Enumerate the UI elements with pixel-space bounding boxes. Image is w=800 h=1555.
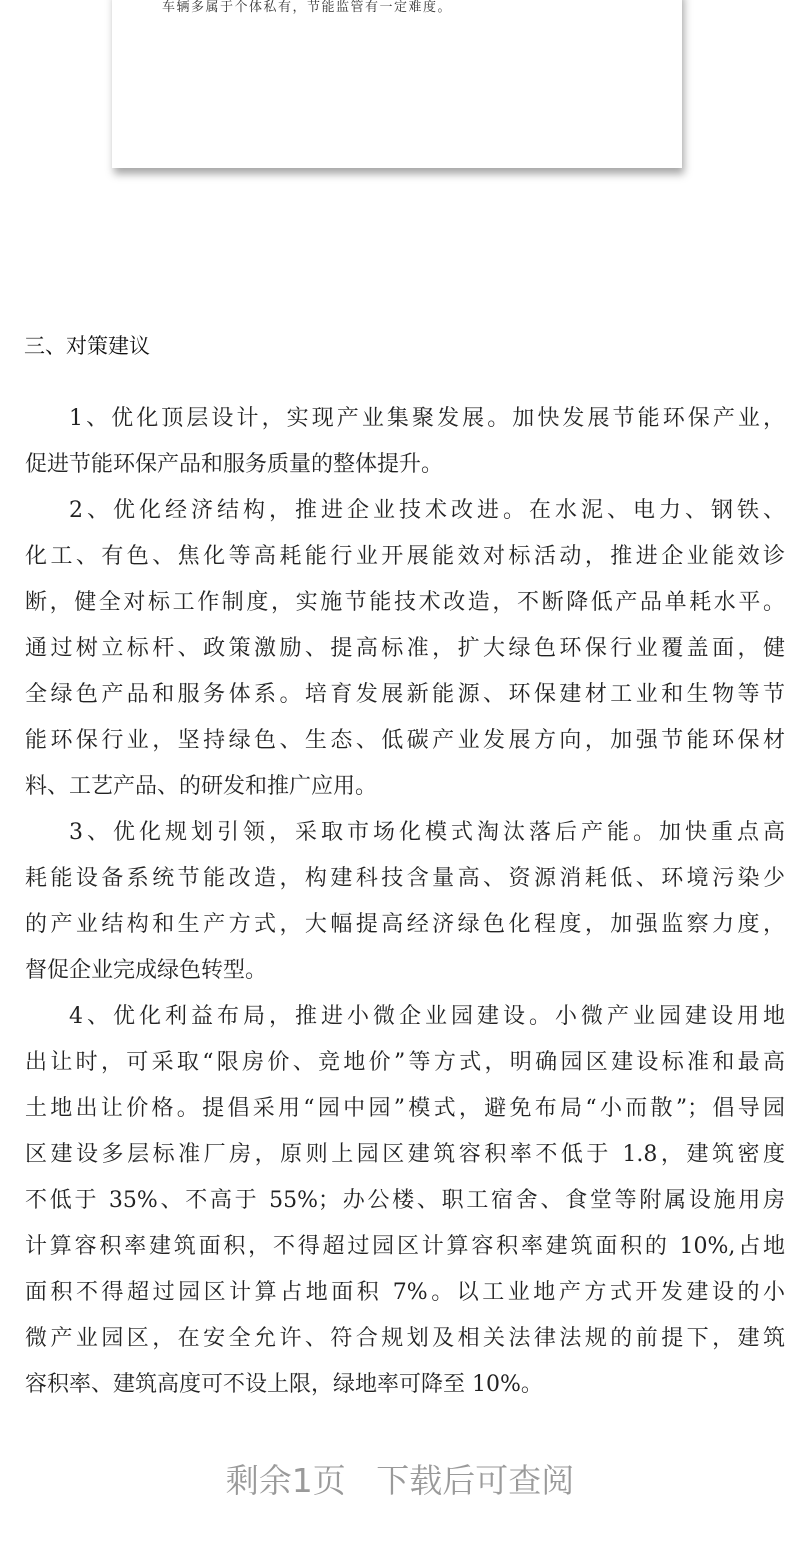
paragraph-line: 通过树立标杆、政策激励、提高标准，扩大绿色环保行业覆盖面，健 (25, 636, 785, 661)
paragraph-line: 面积不得超过园区计算占地面积 7%。以工业地产方式开发建设的小 (25, 1280, 785, 1305)
page-preview-card (112, 0, 682, 168)
card-text: 车辆多属于个体私有，节能监管有一定难度。 (162, 0, 453, 15)
paragraph-line: 微产业园区，在安全允许、符合规划及相关法律法规的前提下，建筑 (25, 1326, 785, 1351)
paragraph-line: 1、优化顶层设计，实现产业集聚发展。加快发展节能环保产业， (69, 406, 785, 431)
paragraph-line: 3、优化规划引领，采取市场化模式淘汰落后产能。加快重点高 (69, 820, 785, 845)
remaining-pages-label: 剩余1页 (225, 1461, 346, 1500)
paragraph-line: 2、优化经济结构，推进企业技术改进。在水泥、电力、钢铁、 (69, 498, 785, 523)
paragraph-line: 料、工艺产品、的研发和推广应用。 (25, 774, 378, 799)
paragraph-line: 督促企业完成绿色转型。 (25, 958, 268, 983)
paragraph-4 (25, 1000, 785, 1414)
paragraph-line: 能环保行业，坚持绿色、生态、低碳产业发展方向，加强节能环保材 (25, 728, 785, 753)
paragraph-1 (25, 402, 785, 494)
paragraph-line: 全绿色产品和服务体系。培育发展新能源、环保建材工业和生物等节 (25, 682, 785, 707)
paragraph-line: 土地出让价格。提倡采用“园中园”模式，避免布局“小而散”；倡导园 (25, 1096, 785, 1121)
paragraph-line: 区建设多层标准厂房，原则上园区建筑容积率不低于 1.8，建筑密度 (25, 1142, 785, 1167)
paragraph-3 (25, 816, 785, 1000)
download-prompt[interactable] (0, 1455, 800, 1502)
download-to-view-label[interactable]: 下载后可查阅 (376, 1461, 575, 1500)
document-body (25, 402, 785, 1414)
paragraph-line: 4、优化利益布局，推进小微企业园建设。小微产业园建设用地 (69, 1004, 785, 1029)
paragraph-line: 出让时，可采取“限房价、竞地价”等方式，明确园区建设标准和最高 (25, 1050, 785, 1075)
paragraph-line: 耗能设备系统节能改造，构建科技含量高、资源消耗低、环境污染少 (25, 866, 785, 891)
paragraph-line: 计算容积率建筑面积，不得超过园区计算容积率建筑面积的 10%,占地 (25, 1234, 785, 1259)
paragraph-line: 不低于 35%、不高于 55%；办公楼、职工宿舍、食堂等附属设施用房 (25, 1188, 785, 1213)
paragraph-line: 化工、有色、焦化等高耗能行业开展能效对标活动，推进企业能效诊 (25, 544, 785, 569)
section-heading: 三、对策建议 (24, 334, 150, 358)
paragraph-line: 断，健全对标工作制度，实施节能技术改造，不断降低产品单耗水平。 (25, 590, 785, 615)
paragraph-2 (25, 494, 785, 816)
paragraph-line: 的产业结构和生产方式，大幅提高经济绿色化程度，加强监察力度， (25, 912, 785, 937)
paragraph-line: 容积率、建筑高度可不设上限，绿地率可降至 10%。 (25, 1372, 543, 1397)
paragraph-line: 促进节能环保产品和服务质量的整体提升。 (25, 452, 444, 477)
